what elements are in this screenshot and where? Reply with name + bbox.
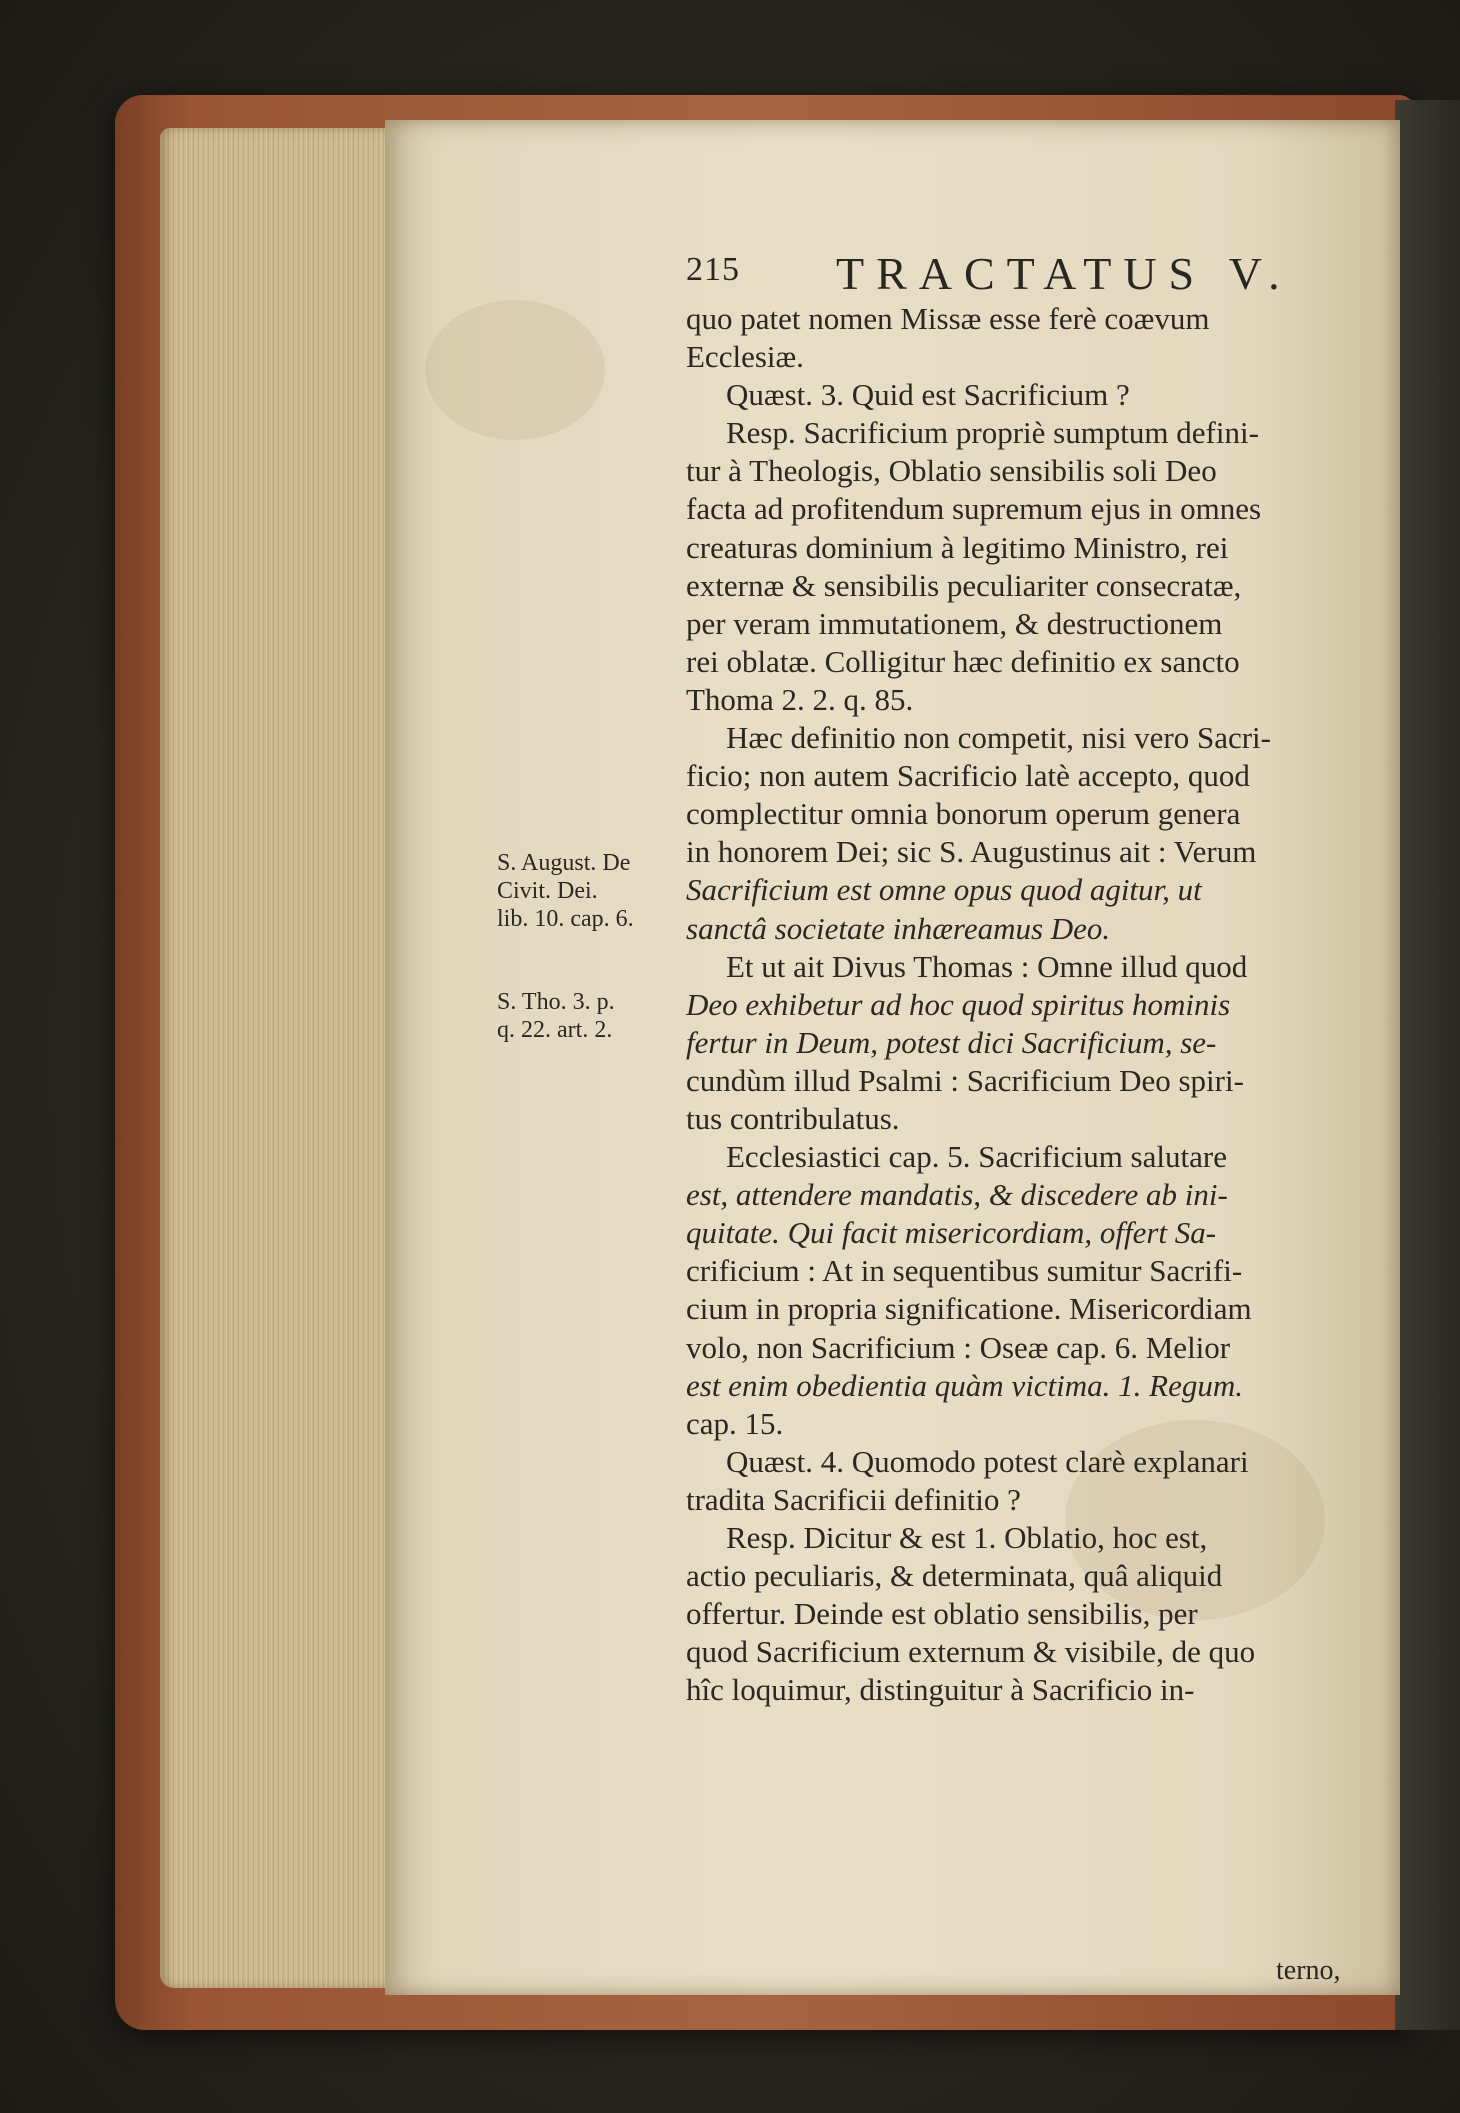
text-line: quod Sacrificium externum & visibile, de quo [686,1634,1256,1670]
text-line: Quæst. 4. Quomodo potest clarè explanari [726,1443,1249,1479]
page-number: 215 [686,251,740,288]
text-line: Deo exhibetur ad hoc quod spiritus hominis [686,986,1231,1022]
text-line: per veram immutationem, & destructionem [686,605,1223,641]
catchword: terno, [1276,1955,1341,1986]
text-line: est, attendere mandatis, & discedere ab ini- [686,1177,1228,1213]
text-line: quitate. Qui facit misericordiam, offert Sa- [686,1215,1217,1251]
text-line: Et ut ait Divus Thomas : Omne illud quod [726,948,1248,984]
text-line: complectitur omnia bonorum operum genera [686,796,1241,832]
text-line: offertur. Deinde est oblatio sensibilis, per [686,1596,1198,1632]
margin-note-augustine [497,849,687,933]
text-line: ficio; non autem Sacrificio latè accepto, quod [686,758,1250,794]
text-line: Sacrificium est omne opus quod agitur, ut [686,872,1202,908]
text-line: facta ad profitendum supremum ejus in omnes [686,491,1262,527]
facing-cover [1395,100,1460,2030]
text-line: Hæc definitio non competit, nisi vero Sacri- [726,720,1271,756]
margin-note-line: S. Tho. 3. p. [497,989,615,1015]
margin-note-line: lib. 10. cap. 6. [497,906,634,932]
text-line: cundùm illud Psalmi : Sacrificium Deo spiri- [686,1062,1244,1098]
running-title: TRACTATUS V. [836,248,1292,299]
text-line: Ecclesiæ. [686,339,804,375]
text-line: Resp. Sacrificium propriè sumptum defini- [726,415,1259,451]
text-line: externæ & sensibilis peculiariter consecratæ, [686,567,1242,603]
text-line: cium in propria significatione. Misericordiam [686,1291,1252,1327]
text-line: Thoma 2. 2. q. 85. [686,681,914,717]
text-line: crificium : At in sequentibus sumitur Sacrifi- [686,1253,1243,1289]
text-line: hîc loquimur, distinguitur à Sacrificio in- [686,1672,1195,1708]
text-line: est enim obedientia quàm victima. 1. Regum. [686,1367,1244,1403]
text-line: actio peculiaris, & determinata, quâ aliquid [686,1558,1223,1594]
text-line: cap. 15. [686,1405,784,1441]
text-line: tus contribulatus. [686,1100,900,1136]
page-edges [160,128,395,1988]
running-head [686,247,1306,297]
margin-note-line: S. August. De [497,850,631,876]
text-line: Quæst. 3. Quid est Sacrificium ? [726,377,1130,413]
margin-note-thomas [497,988,687,1044]
text-line: Ecclesiastici cap. 5. Sacrificium salutare [726,1139,1227,1175]
text-line: fertur in Deum, potest dici Sacrificium, se- [686,1024,1217,1060]
text-line: in honorem Dei; sic S. Augustinus ait : Verum [686,834,1257,870]
body-text [686,300,1356,1709]
text-line: creaturas dominium à legitimo Ministro, rei [686,529,1229,565]
text-line: sanctâ societate inhæreamus Deo. [686,910,1111,946]
text-line: rei oblatæ. Colligitur hæc definitio ex sancto [686,643,1240,679]
margin-note-line: Civit. Dei. [497,878,598,904]
margin-note-line: q. 22. art. 2. [497,1017,613,1043]
text-line: tradita Sacrificii definitio ? [686,1481,1021,1517]
text-line: tur à Theologis, Oblatio sensibilis soli Deo [686,453,1217,489]
text-line: volo, non Sacrificium : Oseæ cap. 6. Melior [686,1329,1231,1365]
text-line: quo patet nomen Missæ esse ferè coævum [686,301,1210,336]
text-line: Resp. Dicitur & est 1. Oblatio, hoc est, [726,1520,1208,1555]
